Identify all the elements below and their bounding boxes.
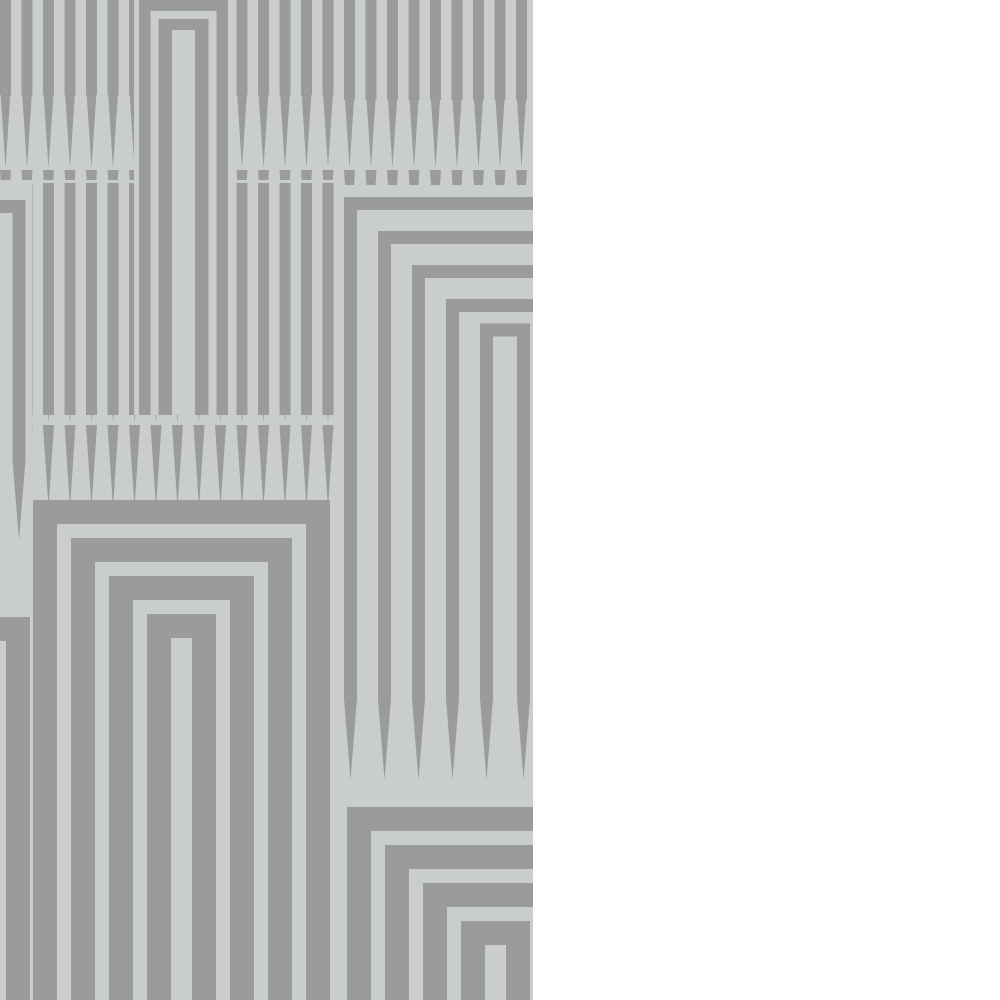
maze-top-center (134, 0, 233, 415)
info-panel (533, 0, 1000, 1000)
maze-bottom-left (0, 512, 318, 1000)
